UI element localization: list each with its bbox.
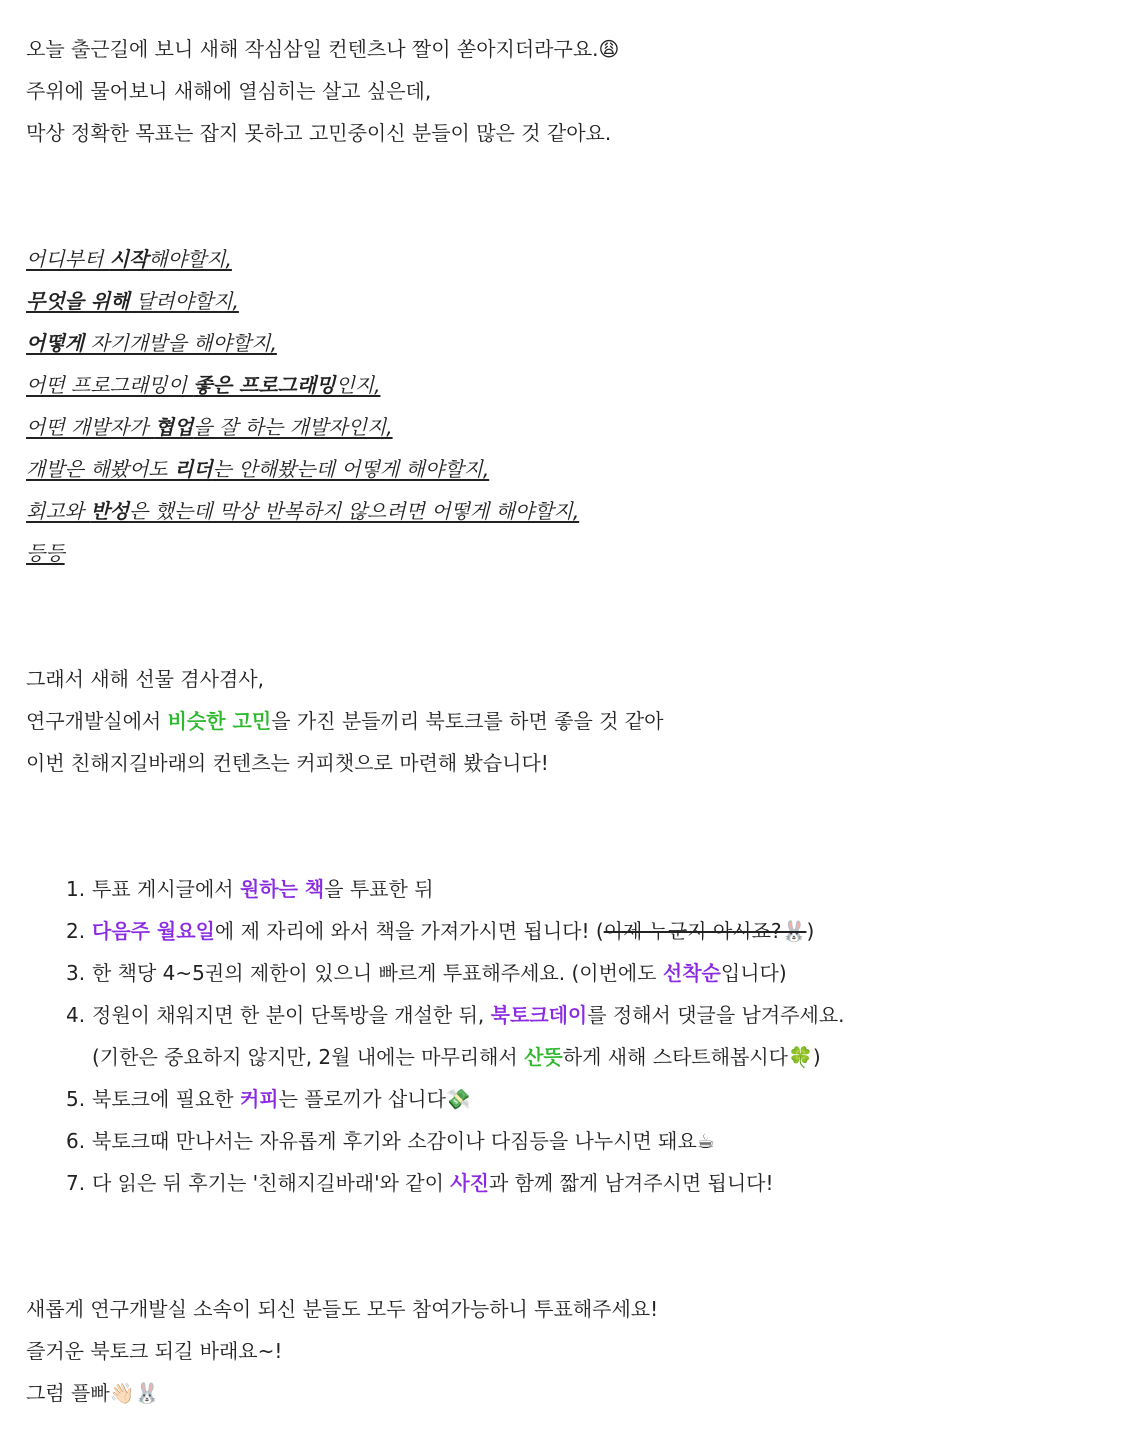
list-item: 4. 정원이 채워지면 한 분이 단톡방을 개설한 뒤, 북토크데이를 정해서 댓글을 남겨주세요.: [66, 1003, 845, 1027]
strikethrough-text: 이제 누군지 아시죠?🐰: [603, 919, 807, 943]
question-line: 무엇을 위해 달려야할지,: [26, 289, 239, 313]
middle-line: 이번 친해지길바래의 컨텐츠는 커피챗으로 마련해 봤습니다!: [26, 751, 549, 775]
intro-line: 오늘 출근길에 보니 새해 작심삼일 컨텐츠나 짤이 쏟아지더라구요.😩: [26, 37, 620, 61]
intro-line: 막상 정확한 목표는 잡지 못하고 고민중이신 분들이 많은 것 같아요.: [26, 121, 612, 145]
outro-line: 즐거운 북토크 되길 바래요~!: [26, 1339, 283, 1363]
list-item: 6. 북토크때 만나서는 자유롭게 후기와 소감이나 다짐등을 나누시면 돼요☕: [66, 1129, 715, 1153]
highlight-text: 선착순: [662, 961, 721, 985]
list-item: 3. 한 책당 4~5권의 제한이 있으니 빠르게 투표해주세요. (이번에도 선착순입니다): [66, 961, 787, 985]
highlight-text: 사진: [450, 1171, 489, 1195]
question-line: 어떻게 자기개발을 해야할지,: [26, 331, 277, 355]
highlight-text: 원하는 책: [239, 877, 325, 901]
highlight-text: 커피: [239, 1087, 279, 1111]
question-line: 어떤 프로그래밍이 좋은 프로그래밍인지,: [26, 373, 381, 397]
steps-list: [26, 868, 1098, 1204]
questions-section: [26, 238, 1098, 574]
middle-line: 그래서 새해 선물 겸사겸사,: [26, 667, 264, 691]
outro-line: 새롭게 연구개발실 소속이 되신 분들도 모두 참여가능하니 투표해주세요!: [26, 1297, 659, 1321]
question-line: 어디부터 시작해야할지,: [26, 247, 232, 271]
list-item: 7. 다 읽은 뒤 후기는 '친해지길바래'와 같이 사진과 함께 짧게 남겨주시면 됩니다!: [66, 1171, 774, 1195]
question-line: 어떤 개발자가 협업을 잘 하는 개발자인지,: [26, 415, 393, 439]
intro-section: [26, 28, 1098, 154]
intro-line: 주위에 물어보니 새해에 열심히는 살고 싶은데,: [26, 79, 432, 103]
list-item: 5. 북토크에 필요한 커피는 플로끼가 삽니다💸: [66, 1087, 471, 1111]
highlight-text: 다음주 월요일: [92, 919, 215, 943]
question-line: 등등: [26, 541, 65, 565]
question-line: 개발은 해봤어도 리더는 안해봤는데 어떻게 해야할지,: [26, 457, 490, 481]
middle-section: [26, 658, 1098, 784]
highlight-text: 비슷한 고민: [167, 709, 272, 733]
list-item: 1. 투표 게시글에서 원하는 책을 투표한 뒤: [66, 877, 434, 901]
highlight-text: 산뜻: [524, 1045, 563, 1069]
list-item: 2. 다음주 월요일에 제 자리에 와서 책을 가져가시면 됩니다! (이제 누군지 아시죠?🐰): [66, 919, 815, 943]
middle-line: 연구개발실에서 비슷한 고민을 가진 분들끼리 북토크를 하면 좋을 것 같아: [26, 709, 664, 733]
outro-line: 그럼 플빠👋🏻🐰: [26, 1381, 160, 1405]
outro-section: [26, 1288, 1098, 1414]
highlight-text: 북토크데이: [490, 1003, 588, 1027]
question-line: 회고와 반성은 했는데 막상 반복하지 않으려면 어떻게 해야할지,: [26, 499, 580, 523]
list-item-continuation: (기한은 중요하지 않지만, 2월 내에는 마무리해서 산뜻하게 새해 스타트해봅시다🍀): [92, 1045, 821, 1069]
